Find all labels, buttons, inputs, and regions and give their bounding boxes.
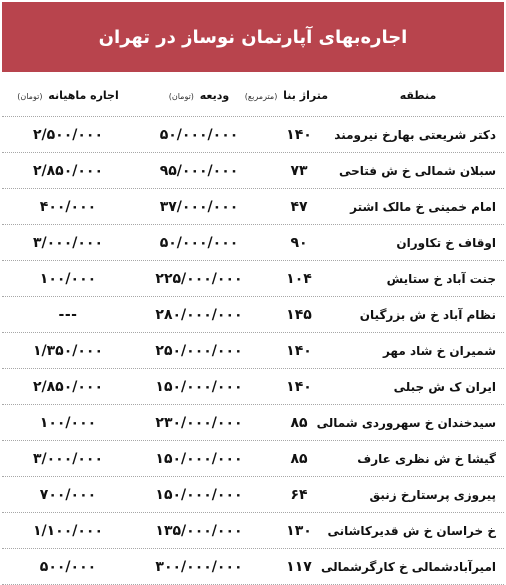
region-cell [334, 200, 504, 214]
table-row [2, 261, 504, 297]
table-row [2, 153, 504, 189]
deposit-cell-text: ۲۵۰/۰۰۰/۰۰۰ [155, 342, 243, 359]
rent-cell [2, 415, 134, 431]
rent-cell-text: ۷۰۰/۰۰۰ [39, 486, 97, 503]
region-cell-text: گیشا خ ش نظری عارف [357, 451, 496, 466]
header-deposit [134, 89, 264, 102]
header-deposit-label: ودیعه [199, 89, 230, 102]
area-cell [264, 307, 334, 323]
region-cell [320, 559, 504, 574]
title-banner [2, 2, 504, 72]
area-cell-text: ۱۴۰ [286, 126, 312, 143]
region-cell [334, 452, 504, 466]
region-cell-text: جنت آباد خ ستایش [386, 271, 496, 286]
rent-cell [2, 163, 134, 179]
region-cell-text: پیروزی پرستارخ زنبق [369, 487, 496, 502]
rent-cell [2, 379, 134, 395]
region-cell [334, 344, 504, 358]
area-cell-text: ۸۵ [290, 450, 308, 467]
table-header-row [2, 75, 504, 117]
area-cell [264, 559, 334, 575]
header-area-label: متراژ بنا [283, 89, 328, 102]
deposit-cell-text: ۱۳۵/۰۰۰/۰۰۰ [155, 522, 243, 539]
area-cell-text: ۴۷ [290, 198, 308, 215]
table-row [2, 117, 504, 153]
header-region-label: منطقه [399, 89, 437, 102]
region-cell [334, 272, 504, 286]
rent-cell [2, 487, 134, 503]
rent-cell-text: --- [58, 306, 78, 323]
rent-cell-text: ۲/۸۵۰/۰۰۰ [32, 162, 104, 179]
rent-cell-text: ۲/۸۵۰/۰۰۰ [32, 378, 104, 395]
area-cell-text: ۱۳۰ [286, 522, 312, 539]
deposit-cell-text: ۲۲۵/۰۰۰/۰۰۰ [155, 270, 243, 287]
deposit-cell-text: ۵۰/۰۰۰/۰۰۰ [159, 234, 239, 251]
deposit-cell-text: ۹۵/۰۰۰/۰۰۰ [159, 162, 239, 179]
area-cell [264, 415, 334, 431]
area-cell-text: ۶۴ [290, 486, 308, 503]
deposit-cell [134, 163, 264, 179]
table-row [2, 477, 504, 513]
deposit-cell [134, 343, 264, 359]
deposit-cell [134, 235, 264, 251]
region-cell [334, 236, 504, 250]
table-row [2, 369, 504, 405]
deposit-cell [134, 523, 264, 539]
deposit-cell [134, 271, 264, 287]
rent-cell [2, 559, 134, 575]
table-row [2, 189, 504, 225]
area-cell [264, 235, 334, 251]
rent-cell-text: ۱۰۰/۰۰۰ [39, 414, 97, 431]
deposit-cell [134, 487, 264, 503]
rent-cell-text: ۱/۳۵۰/۰۰۰ [32, 342, 104, 359]
deposit-cell-text: ۳۷/۰۰۰/۰۰۰ [159, 198, 239, 215]
area-cell [264, 487, 334, 503]
region-cell-text: سبلان شمالی خ ش فتاحی [338, 163, 496, 178]
deposit-cell [134, 451, 264, 467]
deposit-cell-text: ۱۵۰/۰۰۰/۰۰۰ [155, 486, 243, 503]
header-area [244, 89, 334, 102]
header-region [334, 89, 504, 102]
deposit-cell-text: ۱۵۰/۰۰۰/۰۰۰ [155, 450, 243, 467]
deposit-cell [134, 199, 264, 215]
table-row [2, 333, 504, 369]
header-rent-unit: (تومان) [17, 92, 43, 101]
region-cell-text: امام خمینی خ مالک اشتر [350, 199, 496, 214]
area-cell [264, 199, 334, 215]
region-cell-text: اوقاف خ تکاوران [396, 235, 496, 250]
region-cell [316, 415, 504, 430]
area-cell-text: ۱۱۷ [286, 558, 312, 575]
deposit-cell [134, 415, 264, 431]
deposit-cell [134, 307, 264, 323]
rent-cell-text: ۵۰۰/۰۰۰ [39, 558, 97, 575]
area-cell [264, 343, 334, 359]
rent-cell-text: ۴۰۰/۰۰۰ [39, 198, 97, 215]
table-row [2, 297, 504, 333]
region-cell-text: نظام آباد خ ش بزرگیان [359, 307, 496, 322]
deposit-cell [134, 127, 264, 143]
deposit-cell-text: ۳۰۰/۰۰۰/۰۰۰ [155, 558, 243, 575]
deposit-cell-text: ۵۰/۰۰۰/۰۰۰ [159, 126, 239, 143]
table-row [2, 549, 504, 585]
rent-cell-text: ۲/۵۰۰/۰۰۰ [32, 126, 104, 143]
region-cell-text: سیدخندان خ سهروردی شمالی [316, 415, 496, 430]
region-cell-text: ایران ک ش جبلی [393, 379, 496, 394]
table-row [2, 225, 504, 261]
area-cell [264, 451, 334, 467]
area-cell-text: ۱۴۰ [286, 378, 312, 395]
table-row [2, 405, 504, 441]
deposit-cell [134, 559, 264, 575]
region-cell [334, 308, 504, 322]
region-cell [334, 488, 504, 502]
table-body [2, 117, 504, 585]
region-cell-text: شمیران خ شاد مهر [382, 343, 496, 358]
area-cell-text: ۸۵ [290, 414, 308, 431]
area-cell-text: ۱۴۵ [286, 306, 312, 323]
region-cell-text: خ خراسان خ ش قدیرکاشانی [327, 523, 496, 538]
rent-cell-text: ۳/۰۰۰/۰۰۰ [32, 234, 104, 251]
rent-cell [2, 127, 134, 143]
rent-cell [2, 523, 134, 539]
header-rent-label: اجاره ماهیانه [48, 89, 119, 102]
rent-cell [2, 235, 134, 251]
rent-table [2, 75, 504, 585]
region-cell [334, 380, 504, 394]
area-cell [264, 523, 334, 539]
rent-cell [2, 199, 134, 215]
rent-cell [2, 343, 134, 359]
rent-cell-text: ۱۰۰/۰۰۰ [39, 270, 97, 287]
rent-cell [2, 271, 134, 287]
page-title: اجاره‌بهای آپارتمان نوساز در تهران [98, 26, 408, 48]
region-cell [334, 128, 504, 142]
header-rent [2, 89, 134, 102]
area-cell [264, 127, 334, 143]
table-row [2, 441, 504, 477]
region-cell [327, 523, 504, 538]
region-cell-text: دکتر شریعتی بهارخ نیرومند [334, 127, 496, 142]
area-cell [264, 271, 334, 287]
rent-cell-text: ۳/۰۰۰/۰۰۰ [32, 450, 104, 467]
header-area-unit: (مترمربع) [244, 92, 278, 101]
rent-cell-text: ۱/۱۰۰/۰۰۰ [32, 522, 104, 539]
area-cell-text: ۷۳ [290, 162, 308, 179]
deposit-cell [134, 379, 264, 395]
area-cell [264, 163, 334, 179]
deposit-cell-text: ۲۸۰/۰۰۰/۰۰۰ [155, 306, 243, 323]
area-cell-text: ۹۰ [290, 234, 308, 251]
table-row [2, 513, 504, 549]
area-cell-text: ۱۴۰ [286, 342, 312, 359]
rent-cell [2, 451, 134, 467]
deposit-cell-text: ۱۵۰/۰۰۰/۰۰۰ [155, 378, 243, 395]
deposit-cell-text: ۲۳۰/۰۰۰/۰۰۰ [155, 414, 243, 431]
rent-cell [2, 307, 134, 323]
region-cell [334, 164, 504, 178]
area-cell-text: ۱۰۴ [286, 270, 312, 287]
header-deposit-unit: (تومان) [168, 92, 194, 101]
area-cell [264, 379, 334, 395]
region-cell-text: امیرآبادشمالی خ کارگرشمالی [320, 559, 496, 574]
